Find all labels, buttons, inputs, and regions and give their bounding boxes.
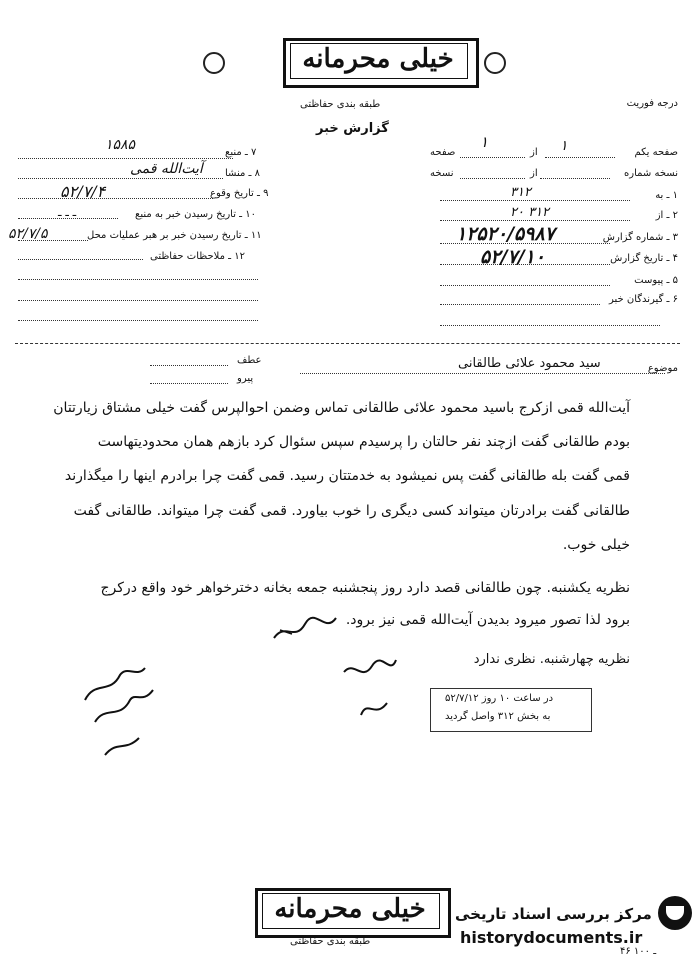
f9-value: ۵۲/۷/۴ <box>60 182 106 201</box>
f12-label: ۱۲ ـ ملاحظات حفاظتی <box>150 251 245 262</box>
f1-value: ۳۱۲ <box>510 185 531 200</box>
analysis-line: برود لذا تصور میرود بدیدن آیت‌الله قمی نیز برود. <box>345 612 630 628</box>
handwritten-marginal-note <box>65 660 175 770</box>
dotted-line <box>18 279 258 280</box>
f3-label: ۳ ـ شماره گزارش <box>602 232 678 243</box>
classification-text: خیلی محرمانه <box>302 44 454 74</box>
body-line: طالقانی گفت برادرتان میتواند کسی دیگری را خوب بیاورد. قمی گفت چرا میتواند. طالقانی گفت <box>73 503 630 519</box>
archive-logo <box>658 896 692 930</box>
protection-label: طبقه بندی حفاظتی <box>300 99 381 110</box>
dotted-line <box>18 320 258 321</box>
dotted-line <box>18 178 223 179</box>
dotted-line <box>18 198 213 199</box>
f5-label: ۵ ـ پیوست <box>634 275 678 286</box>
dotted-line <box>440 285 610 286</box>
page-total-value: ۱ <box>480 133 489 151</box>
subject-label: موضوع <box>647 363 678 374</box>
f7-label: ۷ ـ منبع <box>225 147 257 158</box>
dotted-line <box>300 373 665 374</box>
analysis-line: نظریه یکشنبه. چون طالقانی قصد دارد روز پنجشنبه جمعه بخانه دخترخواهر خود واقع درکرج <box>100 580 630 596</box>
handwritten-signature <box>270 612 340 646</box>
copy-of: از <box>530 168 538 179</box>
dotted-line <box>440 304 600 305</box>
f1-label: ۱ ـ به <box>655 190 678 201</box>
dotted-line <box>440 200 630 201</box>
f10-label: ۱۰ ـ تاریخ رسیدن خبر به منبع <box>135 209 257 220</box>
page-word: صفحه <box>430 147 456 158</box>
f3-value: ۱۲۵۲۰/۵۹۸۷ <box>456 223 555 245</box>
dotted-line <box>460 157 525 158</box>
urgency-label: درجه فوریت <box>626 98 678 109</box>
f2-value: ۲۰ ۳۱۲ <box>510 205 550 220</box>
dotted-line <box>440 325 660 326</box>
dotted-line <box>545 157 615 158</box>
f8-label: ۸ ـ منشا <box>225 168 261 179</box>
f7-value: ۱۵۸۵ <box>105 137 136 153</box>
copy-label: نسخه شماره <box>624 168 678 179</box>
body-line: آیت‌الله قمی ازکرج باسید محمود علائی طالقانی تماس وضمن احوالپرس گفت خیلی مشتاق زیارتتان <box>53 400 630 416</box>
report-title: گزارش خبر <box>316 121 389 136</box>
subject-value: سید محمود علائی طالقانی <box>458 356 601 371</box>
f4-label: ۴ ـ تاریخ گزارش <box>610 253 678 264</box>
page-of: از <box>530 147 538 158</box>
page-number-value: ۱ <box>560 138 568 154</box>
dotted-line <box>150 365 228 366</box>
dotted-line <box>18 300 258 301</box>
punch-hole-left <box>203 52 225 74</box>
f11-label: ۱۱ ـ تاریخ رسیدن خبر بر هبر عملیات محل <box>87 230 262 241</box>
dotted-line <box>460 178 525 179</box>
page-label: صفحه یکم <box>634 147 678 158</box>
f10-value: ـ ـ ـ <box>58 205 77 219</box>
analysis-line: نظریه چهارشنبه. نظری ندارد <box>473 652 630 667</box>
handwritten-signature <box>340 656 400 686</box>
footer-classification-text: خیلی محرمانه <box>274 894 426 924</box>
dotted-line <box>540 178 610 179</box>
f6-label: ۶ ـ گیرندگان خبر <box>608 294 678 305</box>
dotted-line <box>18 259 143 260</box>
f9-label: ۹ ـ تاریخ وقوع <box>210 188 269 199</box>
body-line: خیلی خوب. <box>562 537 630 553</box>
body-line: بودم طالقانی گفت ازچند نفر حالتان را پرسیدم سپس سئوال کرد بازهم همان محدودیتهاست <box>97 434 630 450</box>
received-stamp-line1: در ساعت ۱۰ روز ۵۲/۷/۱۲ <box>445 693 554 704</box>
f11-value: ۵۲/۷/۵ <box>8 226 48 242</box>
follow-label: پیرو <box>237 373 254 384</box>
footer-protection-label: طبقه بندی حفاظتی <box>290 936 371 947</box>
watermark-url: historydocuments.ir <box>460 928 643 947</box>
handwritten-mark <box>355 695 395 725</box>
header-divider <box>15 343 680 344</box>
dotted-line <box>440 220 630 221</box>
f8-value: آیت‌الله قمی <box>130 161 203 177</box>
f4-value: ۵۲/۷/۱۰ <box>480 246 545 268</box>
watermark-title: مرکز بررسی اسناد تاریخی <box>455 905 652 923</box>
copy-word: نسخه <box>430 168 454 179</box>
ref-label: عطف <box>237 355 262 366</box>
f2-label: ۲ ـ از <box>655 210 678 221</box>
dotted-line <box>150 383 228 384</box>
received-stamp-line2: به بخش ۳۱۲ واصل گردید <box>445 711 551 722</box>
dotted-line <box>18 158 233 159</box>
body-line: قمی گفت بله طالقانی گفت پس نمیشود به خدمتتان رسید. قمی گفت چرا برادرم اینها را میگذارند <box>64 468 630 484</box>
page-code: ۴۶ ـ ۱۰۰ <box>620 946 657 957</box>
punch-hole-right <box>484 52 506 74</box>
